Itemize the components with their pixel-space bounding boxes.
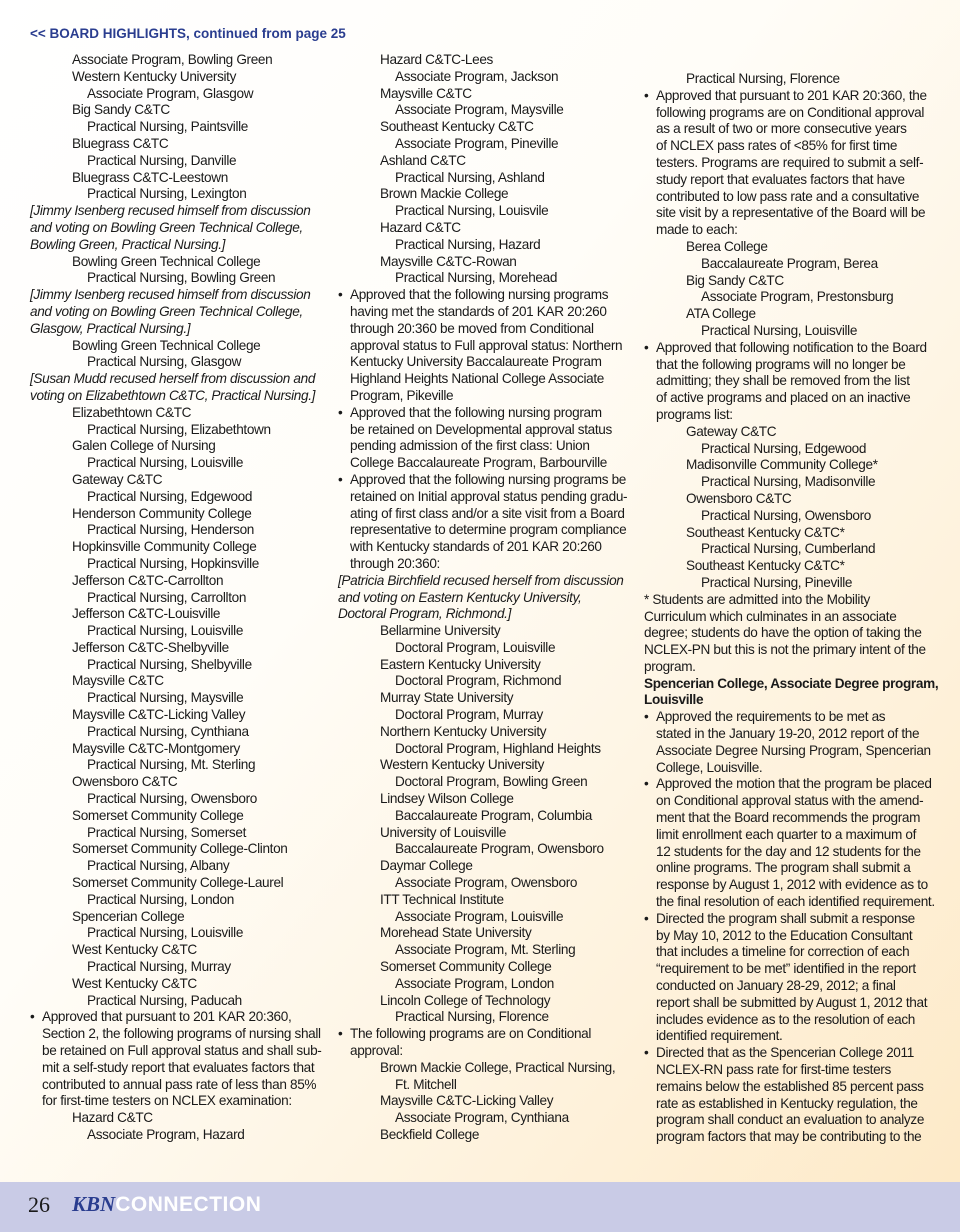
text-line: Associate Program, Louisville xyxy=(395,908,564,924)
text-line: Practical Nursing, Edgewood xyxy=(87,488,253,504)
text-line: Louisville xyxy=(644,692,704,708)
text-line: Owensboro C&TC xyxy=(686,490,792,506)
text-line: online programs. The program shall submit a xyxy=(656,860,911,876)
text-line: admitting; they shall be removed from the list xyxy=(656,373,910,389)
text-line: Practical Nursing, Louisville xyxy=(87,925,244,941)
text-line: Associate Program, Jackson xyxy=(395,68,559,84)
bullet-line: • Approved the requirements to be met as xyxy=(644,709,932,726)
text-line: Practical Nursing, Ashland xyxy=(395,169,545,185)
text-line: Southeast Kentucky C&TC* xyxy=(686,558,845,574)
text-line: Bellarmine University xyxy=(380,623,501,639)
column-3 xyxy=(644,71,939,1146)
text-line: of NCLEX pass rates of <85% for first time xyxy=(656,138,898,154)
text-line: Practical Nursing, Florence xyxy=(395,1009,549,1025)
text-line: NCLEX-PN but this is not the primary intent of the xyxy=(644,642,926,658)
text-line: Practical Nursing, Louisvile xyxy=(395,203,549,219)
text-line: Practical Nursing, Louisville xyxy=(87,455,244,471)
text-line: Practical Nursing, Hopkinsville xyxy=(87,555,259,571)
bullet-line: • Approved that the following nursing programs be xyxy=(338,472,626,489)
text-line: Associate Program, Bowling Green xyxy=(72,52,273,67)
text-line: Practical Nursing, Edgewood xyxy=(701,440,867,456)
text-line: Doctoral Program, Louisville xyxy=(395,639,556,655)
text-line: Practical Nursing, Lexington xyxy=(87,186,247,202)
text-line: University of Louisville xyxy=(380,824,507,840)
text-line: Doctoral Program, Bowling Green xyxy=(395,774,588,790)
text-line: of active programs and placed on an inactive xyxy=(656,390,911,406)
text-line: mit a self-study report that evaluates factors that xyxy=(42,1059,315,1075)
text-line: Gateway C&TC xyxy=(72,471,163,487)
text-line: Eastern Kentucky University xyxy=(380,656,541,672)
text-line: Practical Nursing, London xyxy=(87,891,234,907)
text-line: approval status to Full approval status: Northern xyxy=(350,337,623,353)
text-line: through 20:360: xyxy=(350,555,440,571)
text-line: * Students are admitted into the Mobility xyxy=(644,591,870,607)
bullet-line: • Approved that the following nursing program xyxy=(338,405,626,422)
bullet-line: • Approved that pursuant to 201 KAR 20:360, the xyxy=(644,88,932,105)
text-line: Associate Degree Nursing Program, Spencerian xyxy=(656,742,931,758)
text-line: Maysville C&TC-Montgomery xyxy=(72,740,241,756)
brand-logo xyxy=(72,1192,261,1217)
text-line: Highland Heights National College Associate xyxy=(350,371,604,387)
text-line: with Kentucky standards of 201 KAR 20:260 xyxy=(350,539,602,555)
text-line: Associate Program, Hazard xyxy=(87,1127,245,1142)
text-line: Curriculum which culminates in an associate xyxy=(644,608,897,624)
text-line: Big Sandy C&TC xyxy=(72,102,170,118)
text-line: and voting on Bowling Green Technical College, xyxy=(30,303,303,319)
text-line: Bluegrass C&TC xyxy=(72,135,169,151)
text-line: Spencerian College, Associate Degree program, xyxy=(644,675,939,691)
text-line: Spencerian College xyxy=(72,908,185,924)
text-line: Practical Nursing, Bowling Green xyxy=(87,270,276,286)
text-line: Western Kentucky University xyxy=(380,757,545,773)
text-line: Ashland C&TC xyxy=(380,152,466,168)
text-line: Bowling Green, Practical Nursing.] xyxy=(30,236,226,252)
text-line: Practical Nursing, Louisville xyxy=(701,322,858,338)
text-line: Murray State University xyxy=(380,690,514,706)
text-line: contributed to low pass rate and a consultative xyxy=(656,188,920,204)
text-line: Jefferson C&TC-Carrollton xyxy=(72,572,224,588)
text-line: Doctoral Program, Highland Heights xyxy=(395,740,601,756)
text-line: Somerset Community College xyxy=(380,959,552,975)
text-line: Northern Kentucky University xyxy=(380,723,547,739)
text-line: program. xyxy=(644,658,696,674)
text-line: Practical Nursing, Owensboro xyxy=(701,507,872,523)
text-line: Associate Program, Owensboro xyxy=(395,875,578,891)
bullet-line: • Directed that as the Spencerian College 2011 xyxy=(644,1045,932,1062)
text-line: approval: xyxy=(350,1043,403,1059)
text-line: program factors that may be contributing to the xyxy=(656,1129,922,1145)
bullet-line: • Approved the motion that the program be placed xyxy=(644,776,932,793)
text-line: ATA College xyxy=(686,306,756,322)
text-line: Daymar College xyxy=(380,858,473,874)
text-line: Section 2, the following programs of nursing shall xyxy=(42,1026,321,1042)
text-line: West Kentucky C&TC xyxy=(72,975,197,991)
text-line: retained on Initial approval status pending gradu- xyxy=(350,488,628,504)
text-line: Hazard C&TC-Lees xyxy=(380,52,494,67)
text-line: study report that evaluates factors that have xyxy=(656,171,905,187)
text-line: site visit by a representative of the Board will be xyxy=(656,205,926,221)
text-line: Elizabethtown C&TC xyxy=(72,404,192,420)
text-line: remains below the established 85 percent pass xyxy=(656,1078,924,1094)
text-line: Lindsey Wilson College xyxy=(380,791,514,807)
text-line: Practical Nursing, Mt. Sterling xyxy=(87,757,256,773)
text-line: and voting on Eastern Kentucky University, xyxy=(338,589,582,605)
text-line: Practical Nursing, Shelbyville xyxy=(87,656,252,672)
text-line: program shall conduct an evaluation to analyze xyxy=(656,1112,925,1128)
text-line: rate as established in Kentucky regulation, the xyxy=(656,1095,918,1111)
text-line: College, Louisville. xyxy=(656,759,763,775)
text-line: Practical Nursing, Cynthiana xyxy=(87,723,249,739)
text-line: [Jimmy Isenberg recused himself from discussion xyxy=(30,287,311,303)
text-line: Maysville C&TC-Rowan xyxy=(380,253,517,269)
text-line: Practical Nursing, Madisonville xyxy=(701,474,876,490)
bullet-line: • The following programs are on Conditional xyxy=(338,1026,626,1043)
text-line: Doctoral Program, Richmond.] xyxy=(338,606,512,622)
text-line: Practical Nursing, Florence xyxy=(686,71,840,86)
text-line: on Conditional approval status with the amend- xyxy=(656,793,924,809)
text-line: following programs are on Conditional approval xyxy=(656,104,925,120)
text-line: Kentucky University Baccalaureate Program xyxy=(350,354,602,370)
text-line: Hazard C&TC xyxy=(380,219,461,235)
text-line: report shall be submitted by August 1, 2012 that xyxy=(656,994,928,1010)
text-line: College Baccalaureate Program, Barbourville xyxy=(350,455,607,471)
column-2 xyxy=(338,52,626,1144)
text-line: testers. Programs are required to submit a self- xyxy=(656,154,924,170)
text-line: Madisonville Community College* xyxy=(686,457,878,473)
text-line: Practical Nursing, Albany xyxy=(87,858,230,874)
text-line: Associate Program, Prestonsburg xyxy=(701,289,894,305)
text-line: Practical Nursing, Morehead xyxy=(395,270,558,286)
text-line: Brown Mackie College, Practical Nursing, xyxy=(380,1059,616,1075)
text-line: Practical Nursing, Henderson xyxy=(87,522,254,538)
text-line: Practical Nursing, Paducah xyxy=(87,992,242,1008)
text-line: Berea College xyxy=(686,238,768,254)
text-line: Bowling Green Technical College xyxy=(72,337,261,353)
text-line: Lincoln College of Technology xyxy=(380,992,551,1008)
text-line: Program, Pikeville xyxy=(350,387,454,403)
text-line: West Kentucky C&TC xyxy=(72,942,197,958)
text-line: Practical Nursing, Murray xyxy=(87,959,231,975)
text-line: Practical Nursing, Hazard xyxy=(395,236,541,252)
text-line: made to each: xyxy=(656,222,738,238)
text-line: for first-time testers on NCLEX examination: xyxy=(42,1093,292,1109)
text-line: Hopkinsville Community College xyxy=(72,539,257,555)
text-line: Glasgow, Practical Nursing.] xyxy=(30,320,191,336)
text-line: conducted on January 28-29, 2012; a final xyxy=(656,978,896,994)
text-line: [Jimmy Isenberg recused himself from discussion xyxy=(30,203,311,219)
text-line: that includes a timeline for correction of each xyxy=(656,944,910,960)
text-line: programs list: xyxy=(656,406,733,422)
text-line: Henderson Community College xyxy=(72,505,252,521)
text-line: Somerset Community College-Clinton xyxy=(72,841,288,857)
bullet-line: • Directed the program shall submit a response xyxy=(644,911,932,928)
text-line: Practical Nursing, Maysville xyxy=(87,690,244,706)
text-line: Maysville C&TC xyxy=(72,673,164,689)
bullet-line: • Approved that the following nursing programs xyxy=(338,287,626,304)
text-line: Practical Nursing, Somerset xyxy=(87,824,247,840)
text-line: by May 10, 2012 to the Education Consultant xyxy=(656,927,913,943)
text-line: 12 students for the day and 12 students for the xyxy=(656,843,921,859)
text-line: be retained on Full approval status and shall sub- xyxy=(42,1043,322,1059)
text-line: Bowling Green Technical College xyxy=(72,253,261,269)
text-line: Western Kentucky University xyxy=(72,68,237,84)
text-line: through 20:360 be moved from Conditional xyxy=(350,320,594,336)
text-line: Practical Nursing, Pineville xyxy=(701,574,853,590)
text-line: Baccalaureate Program, Berea xyxy=(701,255,878,271)
text-line: ITT Technical Institute xyxy=(380,891,504,907)
footer-band xyxy=(0,1182,960,1232)
text-line: and voting on Bowling Green Technical College, xyxy=(30,219,303,235)
brand-kbn: KBN xyxy=(72,1192,116,1216)
text-line: NCLEX-RN pass rate for first-time testers xyxy=(656,1062,891,1078)
text-line: Practical Nursing, Cumberland xyxy=(701,541,876,557)
bullet-line: • Approved that pursuant to 201 KAR 20:360, xyxy=(30,1009,318,1026)
text-line: identified requirement. xyxy=(656,1028,783,1044)
text-line: ment that the Board recommends the program xyxy=(656,810,921,826)
text-line: Bluegrass C&TC-Leestown xyxy=(72,169,228,185)
text-line: that the following programs will no longer be xyxy=(656,356,906,372)
column-1 xyxy=(30,52,322,1144)
text-line: response by August 1, 2012 with evidence as to xyxy=(656,877,928,893)
text-line: Southeast Kentucky C&TC* xyxy=(686,524,845,540)
text-line: [Patricia Birchfield recused herself from discussion xyxy=(338,572,624,588)
text-line: Baccalaureate Program, Owensboro xyxy=(395,841,604,857)
text-line: degree; students do have the option of taking the xyxy=(644,625,922,641)
continued-header: << BOARD HIGHLIGHTS, continued from page 25 xyxy=(30,26,346,41)
text-line: Associate Program, London xyxy=(395,975,555,991)
text-line: Big Sandy C&TC xyxy=(686,272,784,288)
text-line: Practical Nursing, Owensboro xyxy=(87,791,258,807)
text-line: Practical Nursing, Louisville xyxy=(87,623,244,639)
text-line: Practical Nursing, Carrollton xyxy=(87,589,247,605)
text-line: Brown Mackie College xyxy=(380,186,509,202)
text-line: Jefferson C&TC-Shelbyville xyxy=(72,639,229,655)
text-line: Ft. Mitchell xyxy=(395,1076,457,1092)
text-line: Practical Nursing, Glasgow xyxy=(87,354,242,370)
text-line: Galen College of Nursing xyxy=(72,438,216,454)
text-line: Gateway C&TC xyxy=(686,423,777,439)
text-line: Associate Program, Mt. Sterling xyxy=(395,942,576,958)
text-line: [Susan Mudd recused herself from discussion and xyxy=(30,371,316,387)
text-line: Associate Program, Cynthiana xyxy=(395,1110,569,1126)
text-line: the final resolution of each identified requirement. xyxy=(656,894,935,910)
text-line: Maysville C&TC xyxy=(380,85,472,101)
text-line: Baccalaureate Program, Columbia xyxy=(395,807,592,823)
text-line: ating of first class and/or a site visit from a Board xyxy=(350,505,625,521)
text-line: Maysville C&TC-Licking Valley xyxy=(72,707,246,723)
text-line: Associate Program, Maysville xyxy=(395,102,564,118)
text-line: Practical Nursing, Paintsville xyxy=(87,119,248,135)
text-line: having met the standards of 201 KAR 20:260 xyxy=(350,303,607,319)
page-number: 26 xyxy=(28,1192,50,1217)
text-line: stated in the January 19-20, 2012 report of the xyxy=(656,726,920,742)
text-line: Somerset Community College xyxy=(72,807,244,823)
brand-connection: CONNECTION xyxy=(115,1193,262,1216)
text-line: Practical Nursing, Elizabethtown xyxy=(87,421,271,437)
text-line: Owensboro C&TC xyxy=(72,774,178,790)
text-line: voting on Elizabethtown C&TC, Practical Nursing.] xyxy=(30,387,316,403)
text-line: Hazard C&TC xyxy=(72,1110,153,1126)
text-line: Doctoral Program, Richmond xyxy=(395,673,562,689)
text-line: Doctoral Program, Murray xyxy=(395,707,543,723)
text-line: Maysville C&TC-Licking Valley xyxy=(380,1093,554,1109)
text-line: representative to determine program compliance xyxy=(350,522,627,538)
text-line: as a result of two or more consecutive years xyxy=(656,121,907,137)
text-line: pending admission of the first class: Union xyxy=(350,438,590,454)
text-line: Associate Program, Glasgow xyxy=(87,85,254,101)
text-line: Associate Program, Pineville xyxy=(395,135,559,151)
text-line: “requirement to be met” identified in the report xyxy=(656,961,916,977)
bullet-line: • Approved that following notification to the Board xyxy=(644,340,932,357)
text-line: includes evidence as to the resolution of each xyxy=(656,1011,915,1027)
text-line: Southeast Kentucky C&TC xyxy=(380,119,534,135)
text-line: contributed to annual pass rate of less than 85% xyxy=(42,1076,317,1092)
text-line: limit enrollment each quarter to a maximum of xyxy=(656,826,917,842)
text-line: be retained on Developmental approval status xyxy=(350,421,612,437)
text-line: Jefferson C&TC-Louisville xyxy=(72,606,221,622)
text-line: Morehead State University xyxy=(380,925,532,941)
text-line: Practical Nursing, Danville xyxy=(87,152,237,168)
text-line: Somerset Community College-Laurel xyxy=(72,875,284,891)
text-line: Beckfield College xyxy=(380,1127,480,1142)
